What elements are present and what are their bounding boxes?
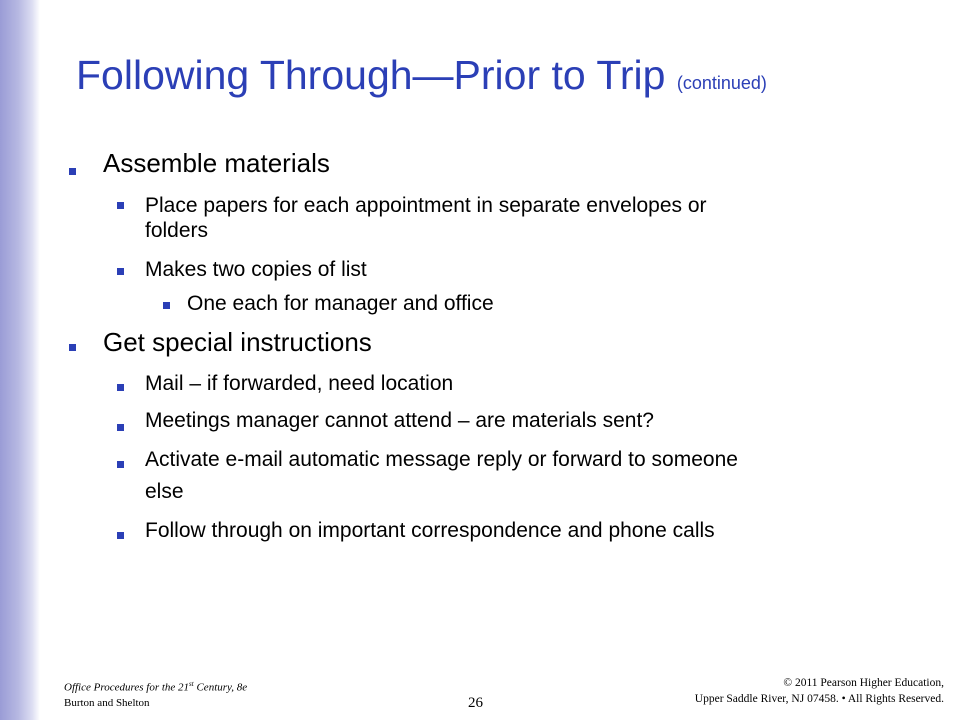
footer-authors: Burton and Shelton (64, 696, 150, 709)
bullet-place-papers-line2: folders (145, 219, 209, 242)
slide-title-text: Following Through—Prior to Trip (76, 52, 666, 98)
bullet-mail-forwarded: Mail – if forwarded, need location (145, 372, 454, 395)
footer-copyright-line2: Upper Saddle River, NJ 07458. • All Rights Reserved. (694, 693, 944, 705)
bullet-assemble-materials: Assemble materials (103, 148, 330, 178)
bullet-place-papers-line1: Place papers for each appointment in separate envelopes or (145, 194, 707, 217)
page-number: 26 (468, 695, 483, 711)
square-bullet-icon (117, 384, 124, 391)
bullet-special-instructions: Get special instructions (103, 327, 372, 357)
footer-book-info (64, 677, 247, 711)
square-bullet-icon (117, 461, 124, 468)
square-bullet-icon (117, 532, 124, 539)
footer-copyright-line1: © 2011 Pearson Higher Education, (783, 677, 944, 689)
bullet-activate-email-line2: else (145, 480, 184, 503)
bullet-meetings-manager: Meetings manager cannot attend – are materials sent? (145, 409, 654, 432)
square-bullet-icon (163, 302, 170, 309)
bullet-two-copies: Makes two copies of list (145, 258, 367, 281)
square-bullet-icon (69, 344, 76, 351)
slide-subtitle: (continued) (676, 73, 767, 93)
footer-copyright (695, 675, 944, 707)
square-bullet-icon (117, 424, 124, 431)
bullet-follow-through: Follow through on important correspondence and phone calls (145, 519, 715, 542)
square-bullet-icon (117, 268, 124, 275)
square-bullet-icon (69, 168, 76, 175)
square-bullet-icon (117, 202, 124, 209)
bullet-one-each: One each for manager and office (187, 292, 494, 315)
footer-book-title: Office Procedures for the 21st Century, 8e (64, 680, 248, 694)
bullet-activate-email-line1: Activate e-mail automatic message reply or forward to someone (145, 448, 738, 471)
